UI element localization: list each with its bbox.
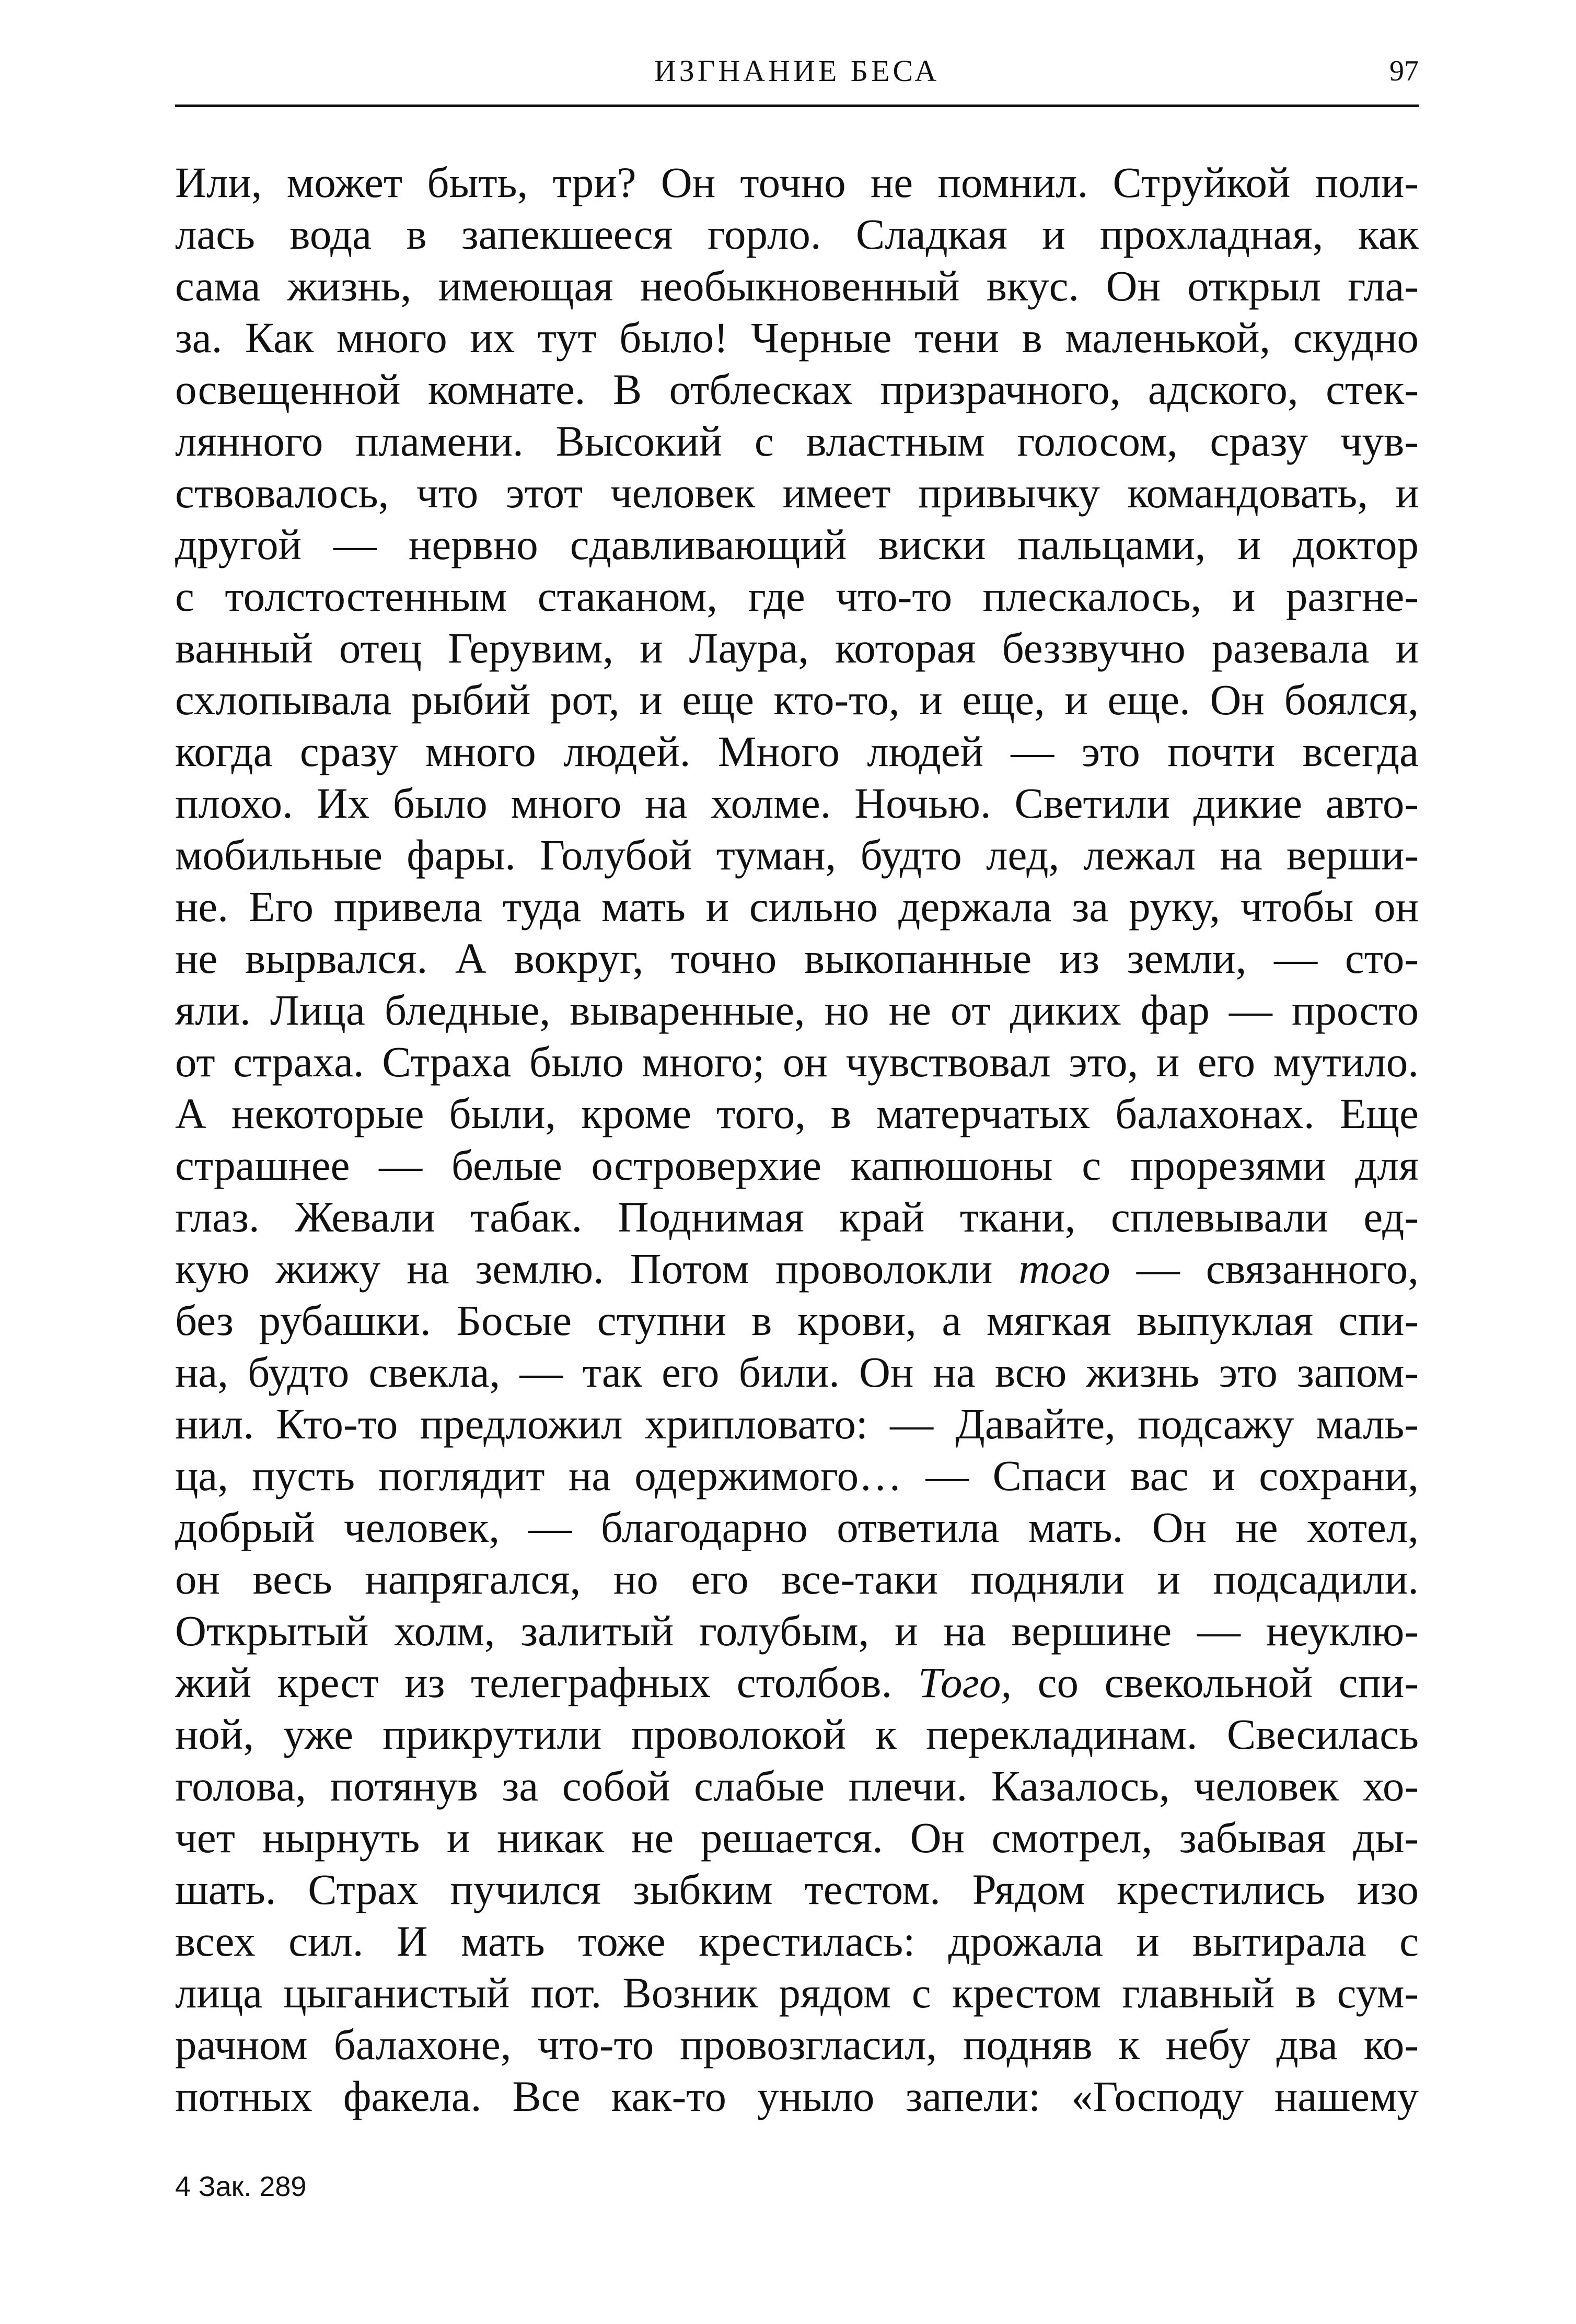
text-segment: глаз. Жевали табак. Поднимая край ткани, сплевывали ед- [175,1193,1419,1241]
text-line [175,519,1419,571]
text-segment: ванный отец Герувим, и Лаура, которая беззвучно разевала и [175,624,1419,672]
text-segment: ца, пусть поглядит на одержимого… — Спаси вас и сохрани, [175,1451,1419,1500]
running-head [175,50,1419,92]
printer-signature: 4 Зак. 289 [175,2171,307,2202]
text-line [175,1140,1419,1191]
text-segment: ствовалось, что этот человек имеет привычку командовать, и [175,469,1419,517]
italic-word: того [1018,1245,1110,1293]
text-line [175,2019,1419,2071]
text-line [175,829,1419,881]
text-segment: освещенной комнате. В отблесках призрачного, адского, стек- [175,365,1419,413]
text-line [175,1760,1419,1812]
text-segment: кую жижу на землю. Потом проволокли [175,1245,1019,1293]
text-segment: без рубашки. Босые ступни в крови, а мягкая выпуклая спи- [175,1296,1419,1344]
text-line [175,157,1419,208]
text-segment: со свекольной спи- [1012,1658,1419,1706]
text-segment: — связанного, [1110,1245,1419,1293]
text-line [175,312,1419,364]
text-line [175,1709,1419,1760]
page-number: 97 [1389,55,1419,87]
text-line [175,571,1419,622]
text-segment: Или, может быть, три? Он точно не помнил. Струйкой поли- [175,158,1419,206]
text-segment: сама жизнь, имеющая необыкновенный вкус. Он открыл гла- [175,262,1419,310]
text-segment: другой — нервно сдавливающий виски пальцами, и доктор [175,520,1419,568]
text-segment: ной, уже прикрутили проволокой к перекладинам. Свесилась [175,1710,1419,1758]
text-segment: он весь напрягался, но его все-таки подняли и подсадили. [175,1555,1419,1603]
text-segment: лась вода в запекшееся горло. Сладкая и прохладная, как [175,210,1419,258]
text-line [175,415,1419,467]
text-segment: Открытый холм, залитый голубым, и на вершине — неуклю- [175,1607,1419,1655]
running-title: ИЗГНАНИЕ БЕСА [654,54,940,88]
text-segment: голова, потянув за собой слабые плечи. Казалось, человек хо- [175,1762,1419,1810]
text-segment: потных факела. Все как-то уныло запели: «Господу нашему [175,2072,1419,2120]
text-line [175,1502,1419,1553]
text-line [175,1243,1419,1295]
text-segment: А некоторые были, кроме того, в матерчатых балахонах. Еще [175,1089,1419,1137]
text-segment: когда сразу много людей. Много людей — это почти всегда [175,727,1419,775]
text-segment: добрый человек, — благодарно ответила мать. Он не хотел, [175,1503,1419,1551]
text-segment: от страха. Страха было много; он чувствовал это, и его мутило. [175,1038,1419,1086]
text-line [175,1812,1419,1864]
body-text [175,157,1419,2122]
text-segment: за. Как много их тут было! Черные тени в маленькой, скудно [175,313,1419,362]
text-line [175,1036,1419,1088]
text-line [175,467,1419,519]
text-segment: всех сил. И мать тоже крестилась: дрожала и вытирала с [175,1917,1419,1965]
text-line [175,1967,1419,2019]
text-line [175,1657,1419,1709]
text-segment: лянного пламени. Высокий с властным голосом, сразу чув- [175,417,1419,465]
text-line [175,1398,1419,1450]
text-line [175,2071,1419,2122]
text-segment: жий крест из телеграфных столбов. [175,1658,918,1706]
text-segment: яли. Лица бледные, вываренные, но не от диких фар — просто [175,986,1419,1034]
text-segment: мобильные фары. Голубой туман, будто лед, лежал на верши- [175,831,1419,879]
text-line [175,726,1419,777]
text-line [175,1605,1419,1657]
text-line [175,933,1419,984]
text-segment: на, будто свекла, — так его били. Он на всю жизнь это запом- [175,1348,1419,1396]
text-line [175,777,1419,829]
text-line [175,1553,1419,1605]
header-rule [175,104,1419,107]
text-segment: с толстостенным стаканом, где что-то плескалось, и разгне- [175,572,1419,620]
text-line [175,208,1419,260]
text-line [175,1191,1419,1243]
text-segment: рачном балахоне, что-то провозгласил, подняв к небу два ко- [175,2020,1419,2069]
text-line [175,260,1419,312]
text-line [175,674,1419,726]
text-segment: не. Его привела туда мать и сильно держала за руку, чтобы он [175,882,1419,931]
text-line [175,984,1419,1036]
text-line [175,1088,1419,1140]
italic-word: Того, [918,1658,1012,1706]
text-segment: шать. Страх пучился зыбким тестом. Рядом крестились изо [175,1865,1419,1913]
text-line [175,881,1419,933]
text-line [175,1864,1419,1915]
text-segment: не вырвался. А вокруг, точно выкопанные из земли, — сто- [175,934,1419,982]
text-line [175,1295,1419,1346]
text-segment: плохо. Их было много на холме. Ночью. Светили дикие авто- [175,779,1419,827]
text-segment: лица цыганистый пот. Возник рядом с крестом главный в сум- [175,1969,1419,2017]
text-segment: чет нырнуть и никак не решается. Он смотрел, забывая ды- [175,1814,1419,1862]
text-line [175,622,1419,674]
text-line [175,1346,1419,1398]
text-segment: страшнее — белые островерхие капюшоны с прорезями для [175,1141,1419,1189]
text-segment: нил. Кто-то предложил хрипловато: — Давайте, подсажу маль- [175,1400,1419,1448]
text-segment: схлопывала рыбий рот, и еще кто-то, и еще, и еще. Он боялся, [175,676,1419,724]
text-line [175,364,1419,415]
text-line [175,1450,1419,1502]
text-line [175,1915,1419,1967]
